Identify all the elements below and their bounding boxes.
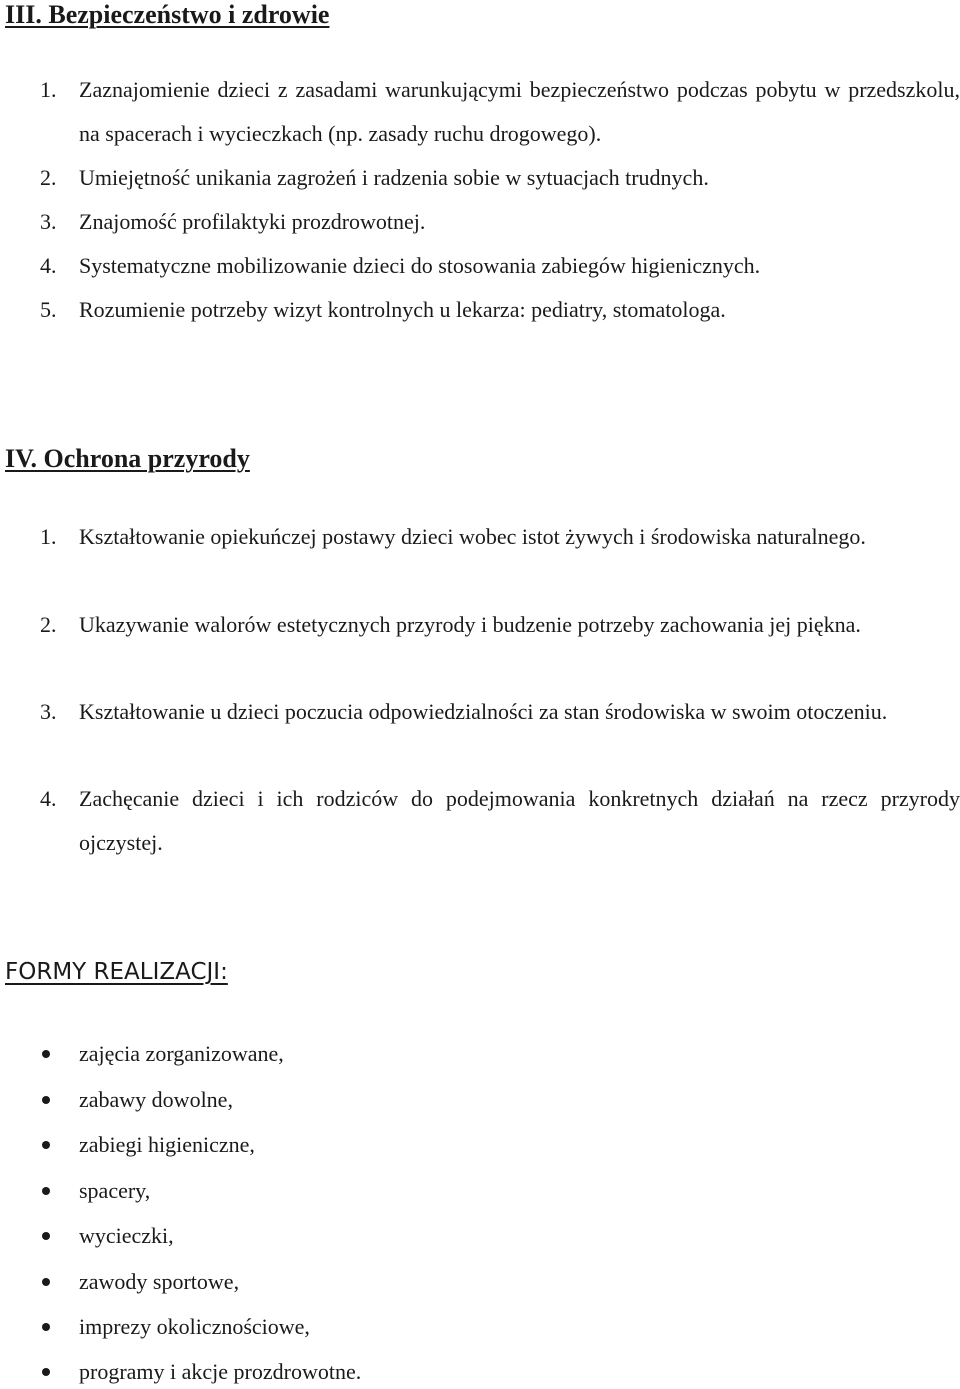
- list-item-number: 5.: [40, 297, 57, 322]
- list-item: [40, 777, 960, 865]
- list-item-text: Umiejętność unikania zagrożeń i radzenia sobie w sytuacjach trudnych.: [79, 165, 709, 190]
- bullet-icon: [42, 1278, 50, 1286]
- list-item-number: 2.: [40, 165, 57, 190]
- bullet-item-text: zajęcia zorganizowane,: [79, 1041, 284, 1066]
- bullet-icon: [42, 1323, 50, 1331]
- bullet-icon: [42, 1368, 50, 1376]
- list-item: [40, 68, 960, 156]
- list-item: [40, 690, 960, 734]
- section-heading-forms: FORMY REALIZACJI:: [5, 959, 228, 985]
- bullet-item-text: wycieczki,: [79, 1223, 174, 1248]
- list-item-text: Kształtowanie u dzieci poczucia odpowiedzialności za stan środowiska w swoim otoczeniu.: [79, 699, 888, 724]
- bullet-item-text: spacery,: [79, 1178, 151, 1203]
- list-item-number: 4.: [40, 253, 57, 278]
- section-heading-safety-health: III. Bezpieczeństwo i zdrowie: [5, 0, 330, 29]
- bullet-item-text: zabawy dowolne,: [79, 1087, 233, 1112]
- list-item-text: Znajomość profilaktyki prozdrowotnej.: [79, 209, 426, 234]
- list-item: [40, 288, 960, 332]
- bullet-icon: [42, 1141, 50, 1149]
- bullet-icon: [42, 1232, 50, 1240]
- list-item: [40, 244, 960, 288]
- list-item-text: Ukazywanie walorów estetycznych przyrody i budzenie potrzeby zachowania jej piękna.: [79, 612, 861, 637]
- bullet-icon: [42, 1096, 50, 1104]
- list-item: [40, 156, 960, 200]
- list-item-text: Kształtowanie opiekuńczej postawy dzieci wobec istot żywych i środowiska naturalnego.: [79, 524, 866, 549]
- list-item-text: Systematyczne mobilizowanie dzieci do stosowania zabiegów higienicznych.: [79, 253, 761, 278]
- section-heading-nature-protection: IV. Ochrona przyrody: [5, 444, 250, 473]
- list-item-number: 1.: [40, 77, 57, 102]
- bullet-item-text: programy i akcje prozdrowotne.: [79, 1359, 362, 1384]
- list-item-number: 1.: [40, 524, 57, 549]
- list-item-text: Zachęcanie dzieci i ich rodziców do podejmowania konkretnych działań na rzecz przyrody ojczystej.: [79, 786, 960, 855]
- bullet-icon: [42, 1187, 50, 1195]
- list-item: [40, 515, 960, 559]
- list-item: [40, 603, 960, 647]
- bullet-item-text: zawody sportowe,: [79, 1269, 240, 1294]
- list-item: [40, 200, 960, 244]
- list-item-text: Zaznajomienie dzieci z zasadami warunkującymi bezpieczeństwo podczas pobytu w przedszkolu, na spacerach i wycieczkach (np. zasady ruchu drogowego).: [79, 77, 960, 146]
- bullet-icon: [42, 1050, 50, 1058]
- list-item-text: Rozumienie potrzeby wizyt kontrolnych u lekarza: pediatry, stomatologa.: [79, 297, 726, 322]
- list-item-number: 3.: [40, 699, 57, 724]
- bullet-item-text: imprezy okolicznościowe,: [79, 1314, 310, 1339]
- bullet-item-text: zabiegi higieniczne,: [79, 1132, 255, 1157]
- list-item-number: 4.: [40, 786, 57, 811]
- list-item-number: 3.: [40, 209, 57, 234]
- list-item-number: 2.: [40, 612, 57, 637]
